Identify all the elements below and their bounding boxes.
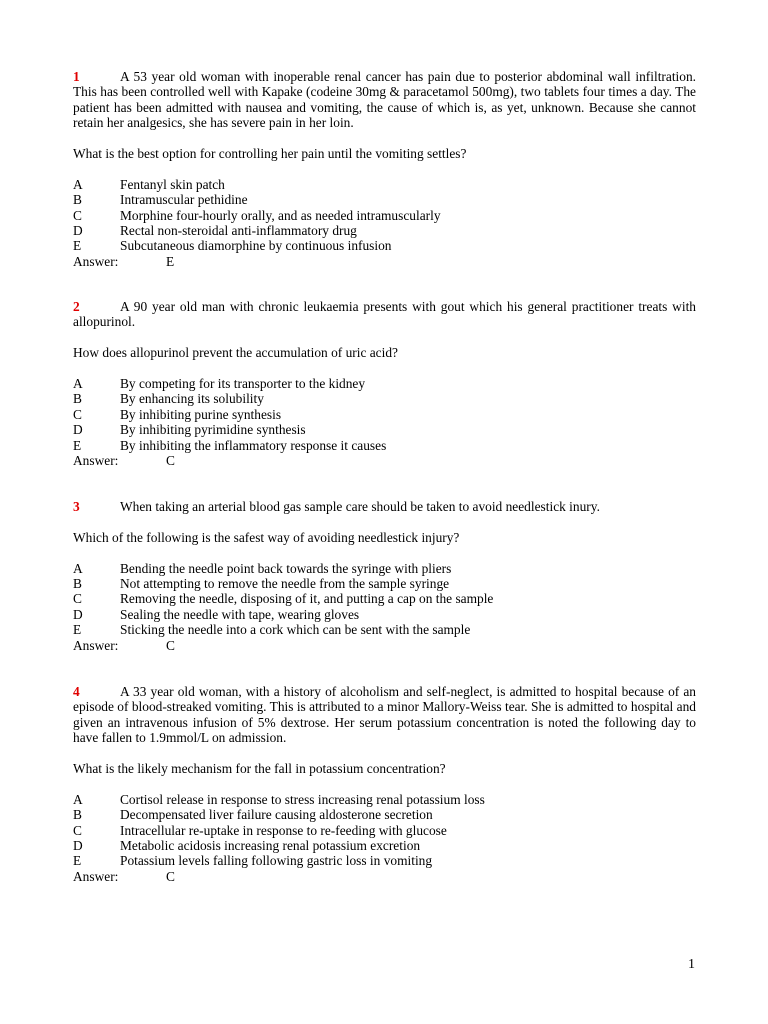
question-text: A 90 year old man with chronic leukaemia presents with gout which his general practitioner treats with allopurinol. [73, 299, 696, 330]
option-a [73, 561, 696, 576]
option-letter: C [73, 406, 82, 422]
option-list [73, 177, 696, 254]
option-c [73, 591, 696, 606]
page-number: 1 [688, 957, 695, 972]
question-text: When taking an arterial blood gas sample care should be taken to avoid needlestick inury. [120, 499, 600, 514]
option-d [73, 607, 696, 622]
option-text: Intracellular re-uptake in response to re-feeding with glucose [120, 822, 447, 838]
answer-label: Answer: [73, 637, 119, 653]
option-b [73, 807, 696, 822]
option-text: Sticking the needle into a cork which can be sent with the sample [120, 622, 471, 638]
option-letter: D [73, 606, 83, 622]
option-letter: A [73, 376, 83, 391]
option-letter: D [73, 422, 83, 438]
answer-value: E [166, 253, 175, 269]
answer-label: Answer: [73, 253, 119, 269]
answer-line [73, 638, 696, 653]
option-text: Intramuscular pethidine [120, 192, 248, 208]
question-prompt: How does allopurinol prevent the accumulation of uric acid? [73, 345, 398, 361]
answer-line [73, 254, 696, 269]
answer-value: C [166, 637, 175, 653]
answer-label: Answer: [73, 868, 119, 884]
option-letter: A [73, 560, 83, 576]
option-letter: B [73, 576, 82, 591]
answer-value: C [166, 868, 175, 884]
option-b [73, 576, 696, 591]
question-stem [73, 69, 696, 131]
question-1 [73, 69, 696, 269]
option-text: Bending the needle point back towards the syringe with pliers [120, 560, 452, 576]
question-prompt: What is the likely mechanism for the fall in potassium concentration? [73, 761, 446, 777]
option-letter: D [73, 838, 83, 854]
option-letter: E [73, 853, 82, 869]
option-text: Cortisol release in response to stress increasing renal potassium loss [120, 791, 485, 807]
question-3 [73, 499, 696, 653]
option-letter: C [73, 207, 82, 223]
option-letter: B [73, 192, 82, 208]
option-letter: A [73, 791, 83, 807]
option-text: Not attempting to remove the needle from the sample syringe [120, 576, 450, 591]
option-a [73, 177, 696, 192]
option-text: By inhibiting purine synthesis [120, 406, 282, 422]
answer-line [73, 453, 696, 468]
option-c [73, 823, 696, 838]
option-a [73, 792, 696, 807]
option-e [73, 438, 696, 453]
option-b [73, 192, 696, 207]
question-prompt: Which of the following is the safest way of avoiding needlestick injury? [73, 529, 460, 545]
option-letter: E [73, 622, 82, 638]
option-letter: E [73, 238, 82, 254]
option-letter: C [73, 591, 82, 607]
option-text: Decompensated liver failure causing aldosterone secretion [120, 807, 433, 823]
option-d [73, 223, 696, 238]
option-text: Removing the needle, disposing of it, and putting a cap on the sample [120, 591, 494, 607]
question-stem [73, 299, 696, 330]
option-d [73, 838, 696, 853]
option-letter: A [73, 176, 83, 192]
option-letter: E [73, 437, 82, 453]
question-stem [73, 684, 696, 746]
option-e [73, 853, 696, 868]
question-4 [73, 684, 696, 884]
question-number: 4 [73, 684, 80, 699]
option-text: Sealing the needle with tape, wearing gloves [120, 606, 360, 622]
option-a [73, 376, 696, 391]
option-letter: D [73, 223, 83, 239]
question-text: A 53 year old woman with inoperable renal cancer has pain due to posterior abdominal wall infiltration. This has been controlled well with Kapake (codeine 30mg & paracetamol 500mg), two tablets four times a day. The patient has been admitted with nausea and vomiting, the cause of which is, as yet, unknown. Because she cannot retain her analgesics, she has severe pain in her loin. [73, 69, 696, 131]
option-text: Metabolic acidosis increasing renal potassium excretion [120, 838, 421, 854]
question-stem [73, 499, 696, 514]
option-list [73, 792, 696, 869]
option-text: Morphine four-hourly orally, and as needed intramuscularly [120, 207, 441, 223]
option-text: Rectal non-steroidal anti-inflammatory drug [120, 223, 357, 239]
answer-line [73, 869, 696, 884]
option-letter: B [73, 807, 82, 823]
question-number: 1 [73, 69, 80, 84]
option-text: Subcutaneous diamorphine by continuous infusion [120, 238, 392, 254]
question-2 [73, 299, 696, 468]
option-c [73, 407, 696, 422]
option-text: Potassium levels falling following gastric loss in vomiting [120, 853, 433, 869]
answer-value: C [166, 453, 175, 469]
option-letter: B [73, 391, 82, 407]
question-prompt: What is the best option for controlling her pain until the vomiting settles? [73, 146, 467, 162]
question-text: A 33 year old woman, with a history of alcoholism and self-neglect, is admitted to hospital because of an episode of blood-streaked vomiting. This is attributed to a minor Mallory-Weiss tear. She is admitted to hospital and given an intravenous infusion of 5% dextrose. Her serum potassium concentration is noted the following day to have fallen to 1.9mmol/L on admission. [73, 684, 696, 746]
option-c [73, 208, 696, 223]
option-e [73, 238, 696, 253]
option-b [73, 391, 696, 406]
option-e [73, 622, 696, 637]
option-d [73, 422, 696, 437]
option-list [73, 376, 696, 453]
option-text: By inhibiting pyrimidine synthesis [120, 422, 306, 438]
question-number: 2 [73, 299, 80, 314]
option-list [73, 561, 696, 638]
option-text: Fentanyl skin patch [120, 176, 225, 192]
option-text: By competing for its transporter to the kidney [120, 376, 366, 391]
question-number: 3 [73, 499, 80, 514]
option-letter: C [73, 822, 82, 838]
option-text: By enhancing its solubility [120, 391, 264, 407]
answer-label: Answer: [73, 453, 119, 469]
option-text: By inhibiting the inflammatory response it causes [120, 437, 387, 453]
